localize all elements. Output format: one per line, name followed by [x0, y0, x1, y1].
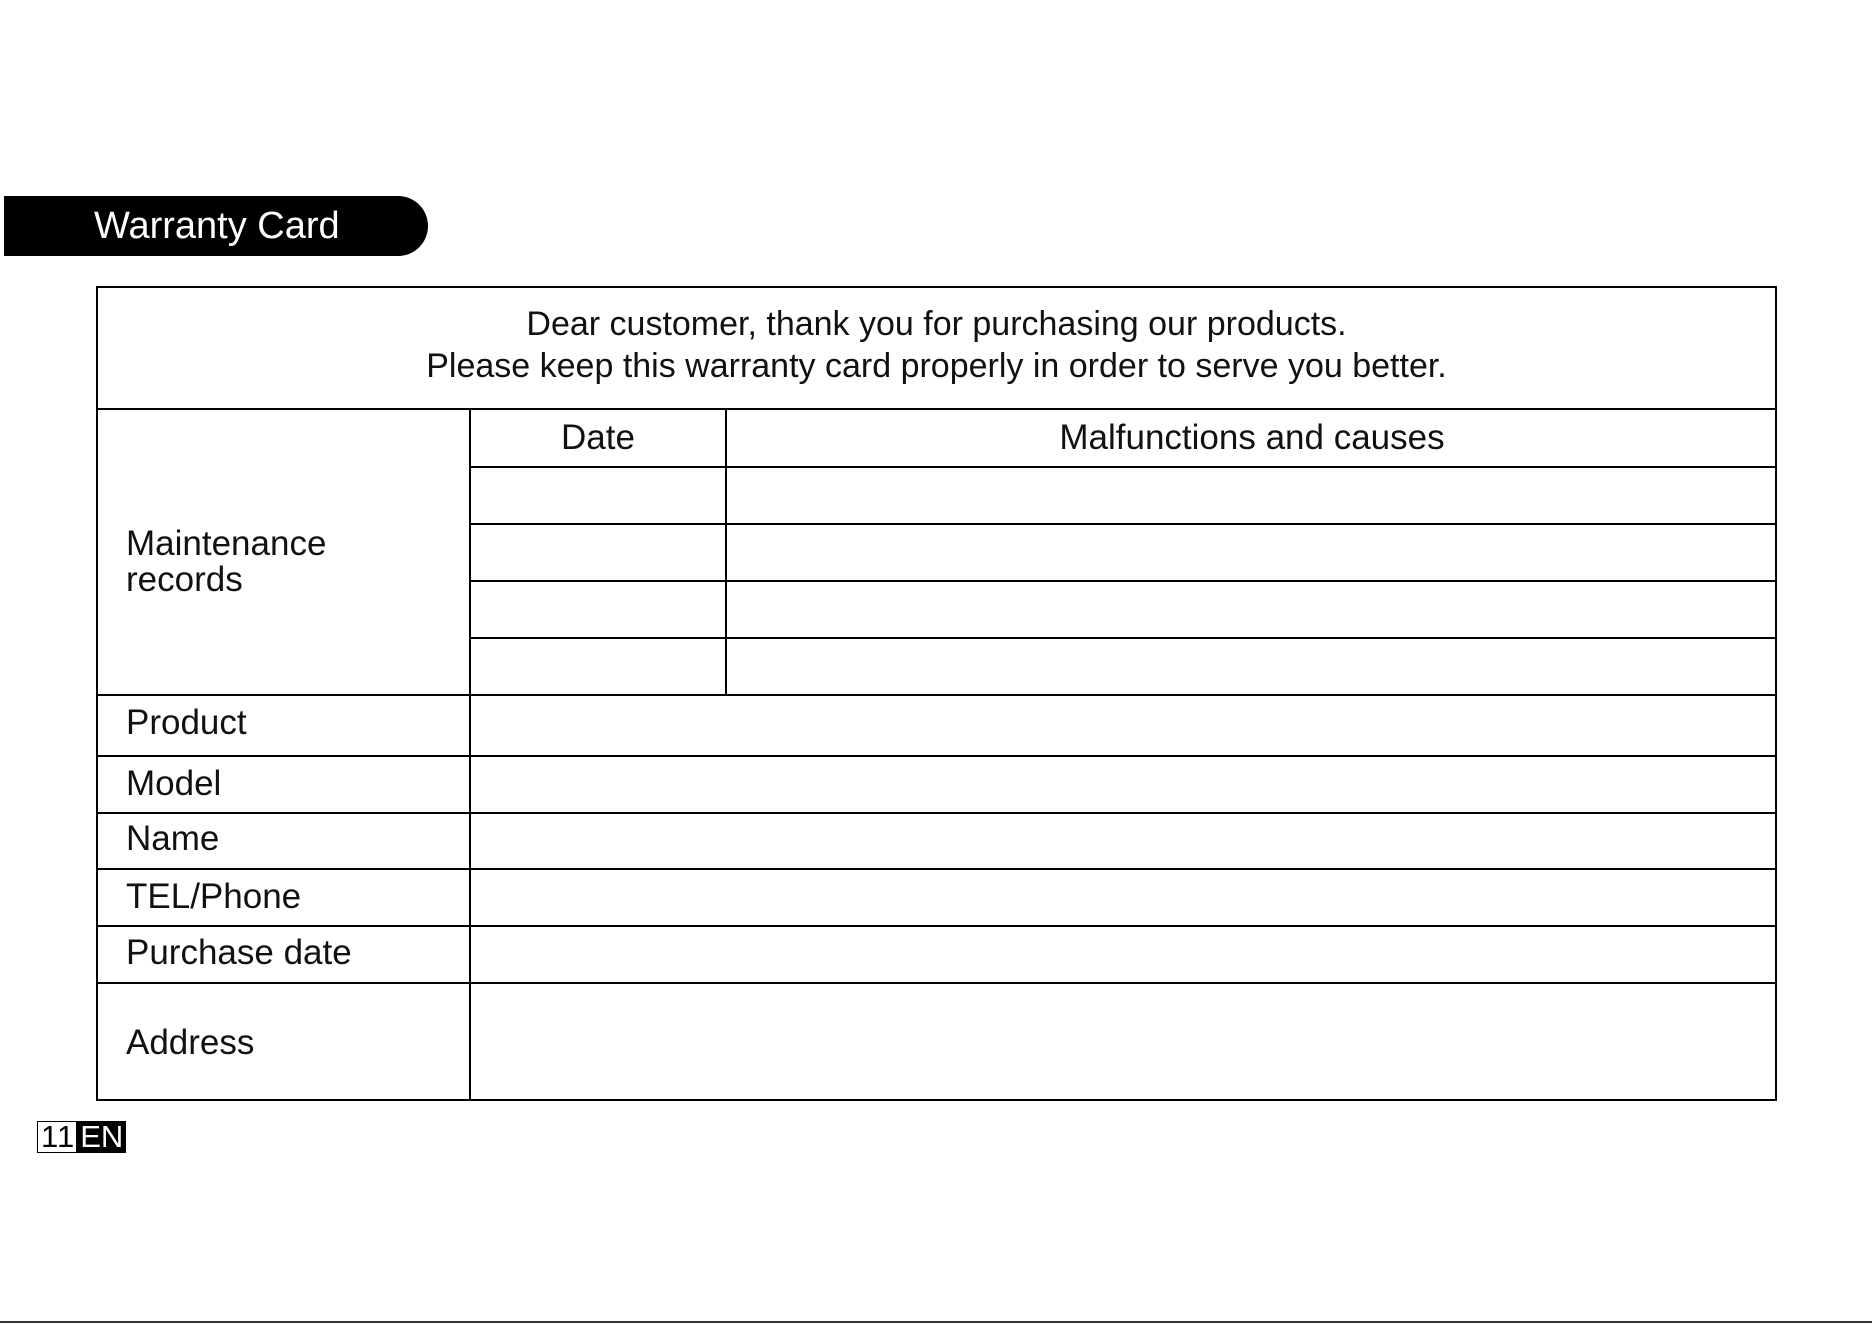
maintenance-malfunction-cell-3[interactable]: [727, 582, 1777, 637]
model-field[interactable]: [471, 757, 1777, 812]
address-label: Address: [126, 1023, 255, 1062]
intro-line-1: Dear customer, thank you for purchasing our products.: [526, 305, 1347, 343]
maintenance-label-line-2: records: [126, 560, 243, 599]
maintenance-records-label: [126, 526, 326, 598]
address-field[interactable]: [471, 984, 1777, 1101]
intro-message: [98, 288, 1775, 410]
purchase-date-field[interactable]: [471, 927, 1777, 982]
maintenance-label-line-1: Maintenance: [126, 524, 327, 563]
date-column-header: Date: [561, 418, 635, 457]
purchase-date-label: Purchase date: [126, 933, 352, 972]
phone-label: TEL/Phone: [126, 877, 302, 916]
name-label: Name: [126, 819, 220, 858]
product-label: Product: [126, 703, 247, 742]
maintenance-malfunction-cell-2[interactable]: [727, 525, 1777, 580]
maintenance-date-cell-4[interactable]: [471, 639, 725, 694]
language-badge: EN: [77, 1121, 126, 1153]
maintenance-date-cell-3[interactable]: [471, 582, 725, 637]
page-number: 11: [37, 1121, 77, 1153]
bottom-divider: [0, 1321, 1872, 1323]
product-field[interactable]: [471, 696, 1777, 755]
name-field[interactable]: [471, 814, 1777, 868]
intro-line-2: Please keep this warranty card properly in order to serve you better.: [426, 347, 1447, 385]
maintenance-malfunction-cell-4[interactable]: [727, 639, 1777, 694]
warranty-card-title: Warranty Card: [4, 196, 428, 256]
model-label: Model: [126, 764, 222, 803]
malfunctions-column-header: Malfunctions and causes: [1059, 418, 1445, 457]
maintenance-date-cell-2[interactable]: [471, 525, 725, 580]
phone-field[interactable]: [471, 870, 1777, 925]
page-indicator: [37, 1119, 126, 1154]
warranty-card-table: [96, 286, 1777, 1101]
maintenance-malfunction-cell-1[interactable]: [727, 468, 1777, 523]
maintenance-date-cell-1[interactable]: [471, 468, 725, 523]
